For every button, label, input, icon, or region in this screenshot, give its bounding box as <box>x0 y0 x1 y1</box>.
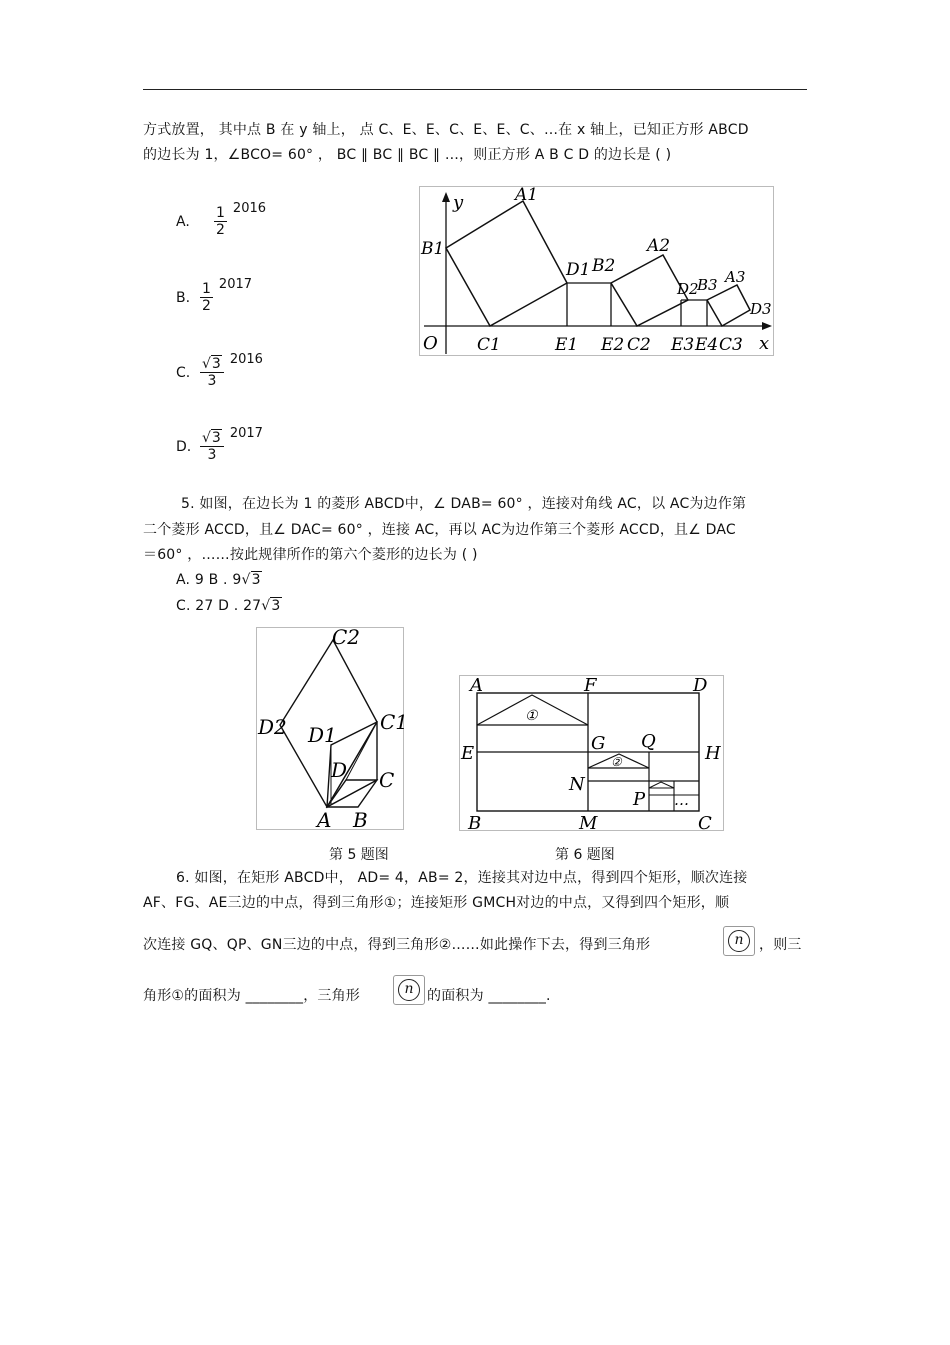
q5-figure-caption: 第 5 题图 <box>329 847 389 863</box>
label-P: P <box>633 789 646 810</box>
label-F: F <box>584 675 597 696</box>
label-E1: E1 <box>555 335 579 355</box>
q5-rhombus-figure <box>256 625 409 832</box>
label-A2: A2 <box>647 236 671 256</box>
q4-option-a[interactable]: A. $\frac{1}{2}$ 2016 <box>176 200 267 238</box>
label-A: A <box>470 675 483 696</box>
label-C1: C1 <box>477 335 501 355</box>
q5-options-cd[interactable]: C. 27 D . 27√3 <box>176 598 281 614</box>
label-H: H <box>705 743 721 764</box>
q4-option-b[interactable]: B. $\frac{1}{2}$ 2017 <box>176 276 253 314</box>
q5-text-line-2: 二个菱形 ACCD，且∠ DAC= 60° ，连接 AC，再以 AC为边作第三个菱形 ACCD，且∠ DAC <box>143 522 736 538</box>
q6-text-line-3b: ，则三 <box>759 937 802 953</box>
label-y: y <box>453 192 464 213</box>
label-Q: Q <box>641 731 656 752</box>
label-dots: … <box>674 791 689 809</box>
header-rule <box>143 89 807 90</box>
q4-text-line-1: 方式放置， 其中点 B 在 y 轴上， 点 C、E、E、C、E、E、C、…在 x 轴上，已知正方形 ABCD <box>143 122 749 138</box>
label-D: D <box>693 675 708 696</box>
label-C3: C3 <box>719 335 743 355</box>
label-D1: D1 <box>566 260 591 280</box>
label-B1: B1 <box>421 239 445 259</box>
triangle-n-symbol: n <box>723 926 755 956</box>
label-triangle-1: ① <box>525 708 538 724</box>
q4-text-line-2: 的边长为 1，∠BCO= 60° ， BC ∥ BC ∥ BC ∥ …，则正方形 A B C D 的边长是 ( ) <box>143 147 672 163</box>
q5-text-line-3: ＝60° ，……按此规律所作的第六个菱形的边长为 ( ) <box>143 547 478 563</box>
label-C1: C1 <box>380 710 409 734</box>
q6-figure-caption: 第 6 题图 <box>555 847 615 863</box>
q4-option-d[interactable]: D. $\frac{√3}{3}$ 2017 <box>176 425 263 463</box>
label-B: B <box>468 813 482 834</box>
label-D2: D2 <box>677 280 699 298</box>
q6-text-line-3a: 次连接 GQ、QP、GN三边的中点，得到三角形②……如此操作下去，得到三角形 <box>143 937 651 953</box>
label-triangle-2: ② <box>611 755 622 769</box>
label-B3: B3 <box>697 276 718 294</box>
label-C: C <box>698 813 712 834</box>
label-x: x <box>759 333 770 354</box>
q6-text-line-4a: 角形①的面积为 ________，三角形 <box>143 988 361 1004</box>
label-A3: A3 <box>725 268 746 286</box>
label-D1: D1 <box>308 723 337 747</box>
label-B2: B2 <box>592 256 616 276</box>
label-B: B <box>353 808 368 832</box>
q5-options-ab[interactable]: A. 9 B . 9√3 <box>176 572 261 588</box>
label-D: D <box>331 758 348 782</box>
label-E: E <box>461 743 475 764</box>
label-D3: D3 <box>750 300 772 318</box>
q6-text-line-2: AF、FG、AE三边的中点，得到三角形①；连接矩形 GMCH对边的中点，又得到四个矩形，顺 <box>143 895 730 911</box>
q4-option-c[interactable]: C. $\frac{√3}{3}$ 2016 <box>176 351 263 389</box>
label-E3: E3 <box>671 335 695 355</box>
label-C2: C2 <box>332 625 361 649</box>
label-E2: E2 <box>601 335 625 355</box>
q4-squares-figure <box>419 186 774 356</box>
label-N: N <box>569 774 585 795</box>
label-C2: C2 <box>627 335 651 355</box>
q6-text-line-1: 6. 如图，在矩形 ABCD中， AD= 4，AB= 2，连接其对边中点，得到四个矩形，顺次连接 <box>176 870 748 886</box>
label-M: M <box>579 813 598 834</box>
q6-rectangle-figure <box>459 675 724 834</box>
label-A1: A1 <box>515 185 539 205</box>
q6-text-line-4b: 的面积为 ________. <box>427 988 551 1004</box>
label-O: O <box>423 333 438 354</box>
label-A: A <box>317 808 332 832</box>
label-C: C <box>379 768 395 792</box>
label-G: G <box>591 733 606 754</box>
label-E4: E4 <box>695 335 719 355</box>
q5-text-line-1: 5. 如图，在边长为 1 的菱形 ABCD中，∠ DAB= 60° ，连接对角线 AC，以 AC为边作第 <box>181 496 747 512</box>
triangle-n-symbol-2: n <box>393 975 425 1005</box>
label-D2: D2 <box>258 715 287 739</box>
